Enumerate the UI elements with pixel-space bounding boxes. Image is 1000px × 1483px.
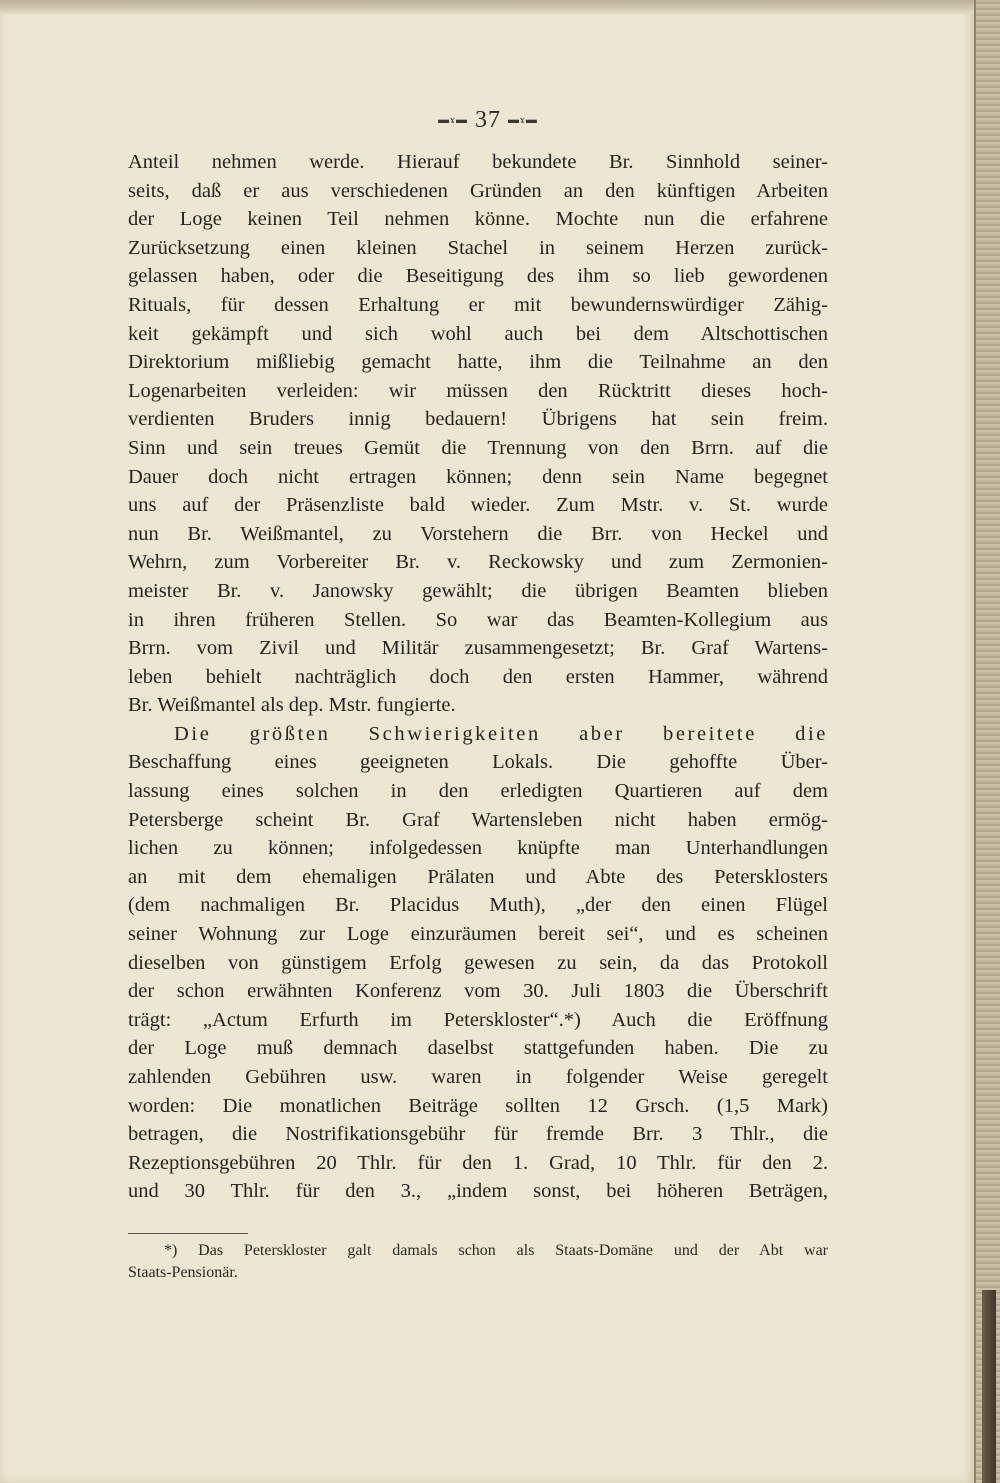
text-line-spaced: Die größten Schwierigkeiten aber bereitete die [174, 722, 828, 745]
text-line: worden: Die monatlichen Beiträge sollten 12 Grsch. (1,5 Mark) [128, 1094, 828, 1117]
footnote-rule [128, 1233, 248, 1234]
text-line: nun Br. Weißmantel, zu Vorstehern die Brr. von Heckel und [128, 522, 828, 545]
text-line: dieselben von günstigem Erfolg gewesen zu sein, da das Protokoll [128, 951, 828, 974]
text-line: der Loge muß demnach daselbst stattgefunden haben. Die zu [128, 1037, 828, 1060]
text-line: Brrn. vom Zivil und Militär zusammengesetzt; Br. Graf Wartens- [128, 637, 828, 660]
text-line: leben behielt nachträglich doch den ersten Hammer, während [128, 665, 828, 688]
text-line: (dem nachmaligen Br. Placidus Muth), „der den einen Flügel [128, 894, 828, 917]
text-line: seiner Wohnung zur Loge einzuräumen bereit sei“, und es scheinen [128, 923, 828, 946]
text-line: Rezeptionsgebühren 20 Thlr. für den 1. Grad, 10 Thlr. für den 2. [128, 1151, 828, 1174]
page-header [0, 107, 976, 134]
text-line: gelassen haben, oder die Beseitigung des ihm so lieb gewordenen [128, 265, 828, 288]
footnote-line: *) Das Peterskloster galt damals schon als Staats-Domäne und der Abt war [164, 1242, 828, 1259]
text-line: Zurücksetzung einen kleinen Stachel in seinem Herzen zurück- [128, 236, 828, 259]
text-line: meister Br. v. Janowsky gewählt; die übrigen Beamten blieben [128, 579, 828, 602]
book-edge [974, 0, 1000, 1483]
footnote-line: Staats-Pensionär. [128, 1264, 238, 1281]
text-line: und 30 Thlr. für den 3., „indem sonst, bei höheren Beträgen, [128, 1180, 828, 1203]
text-line: Logenarbeiten verleiden: wir müssen den Rücktritt dieses hoch- [128, 379, 828, 402]
text-line: der Loge keinen Teil nehmen könne. Mochte nun die erfahrene [128, 208, 828, 231]
text-line: betragen, die Nostrifikationsgebühr für fremde Brr. 3 Thlr., die [128, 1123, 828, 1146]
text-line: Sinn und sein treues Gemüt die Trennung von den Brrn. auf die [128, 436, 828, 459]
footnote [128, 1240, 828, 1284]
text-line: Petersberge scheint Br. Graf Wartensleben nicht haben ermög- [128, 808, 828, 831]
text-line: seits, daß er aus verschiedenen Gründen an den künftigen Arbeiten [128, 179, 828, 202]
text-line: Dauer doch nicht ertragen können; denn sein Name begegnet [128, 465, 828, 488]
page-top-shadow [0, 0, 976, 14]
body-text [128, 148, 828, 1206]
book-edge-dark [982, 1290, 996, 1483]
text-line: uns auf der Präsenzliste bald wieder. Zum Mstr. v. St. wurde [128, 494, 828, 517]
text-line: Anteil nehmen werde. Hierauf bekundete Br. Sinnhold seiner- [128, 151, 828, 173]
text-line: Br. Weißmantel als dep. Mstr. fungierte. [128, 694, 456, 717]
header-ornament-left: ▬ɤ▬ [438, 114, 468, 126]
header-ornament-right: ▬ɤ▬ [508, 114, 538, 126]
text-line: lichen zu können; infolgedessen knüpfte man Unterhandlungen [128, 837, 828, 860]
text-line: keit gekämpft und sich wohl auch bei dem Altschottischen [128, 322, 828, 345]
text-line: Wehrn, zum Vorbereiter Br. v. Reckowsky und zum Zermonien- [128, 551, 828, 574]
text-line: zahlenden Gebühren usw. waren in folgender Weise geregelt [128, 1066, 828, 1088]
text-line: Direktorium mißliebig gemacht hatte, ihm die Teilnahme an den [128, 351, 828, 374]
text-line: verdienten Bruders innig bedauern! Übrigens hat sein freim. [128, 408, 828, 431]
text-line: Beschaffung eines geeigneten Lokals. Die gehoffte Über- [128, 751, 828, 774]
text-line: der schon erwähnten Konferenz vom 30. Juli 1803 die Überschrift [128, 980, 828, 1003]
text-line: Rituals, für dessen Erhaltung er mit bewundernswürdiger Zähig- [128, 293, 828, 316]
text-line: lassung eines solchen in den erledigten Quartieren auf dem [128, 780, 828, 803]
text-line: an mit dem ehemaligen Prälaten und Abte des Petersklosters [128, 865, 828, 888]
page-number: 37 [475, 107, 501, 133]
text-line: trägt: „Actum Erfurth im Peterskloster“.*) Auch die Eröffnung [128, 1008, 828, 1031]
text-line: in ihren früheren Stellen. So war das Beamten-Kollegium aus [128, 608, 828, 631]
